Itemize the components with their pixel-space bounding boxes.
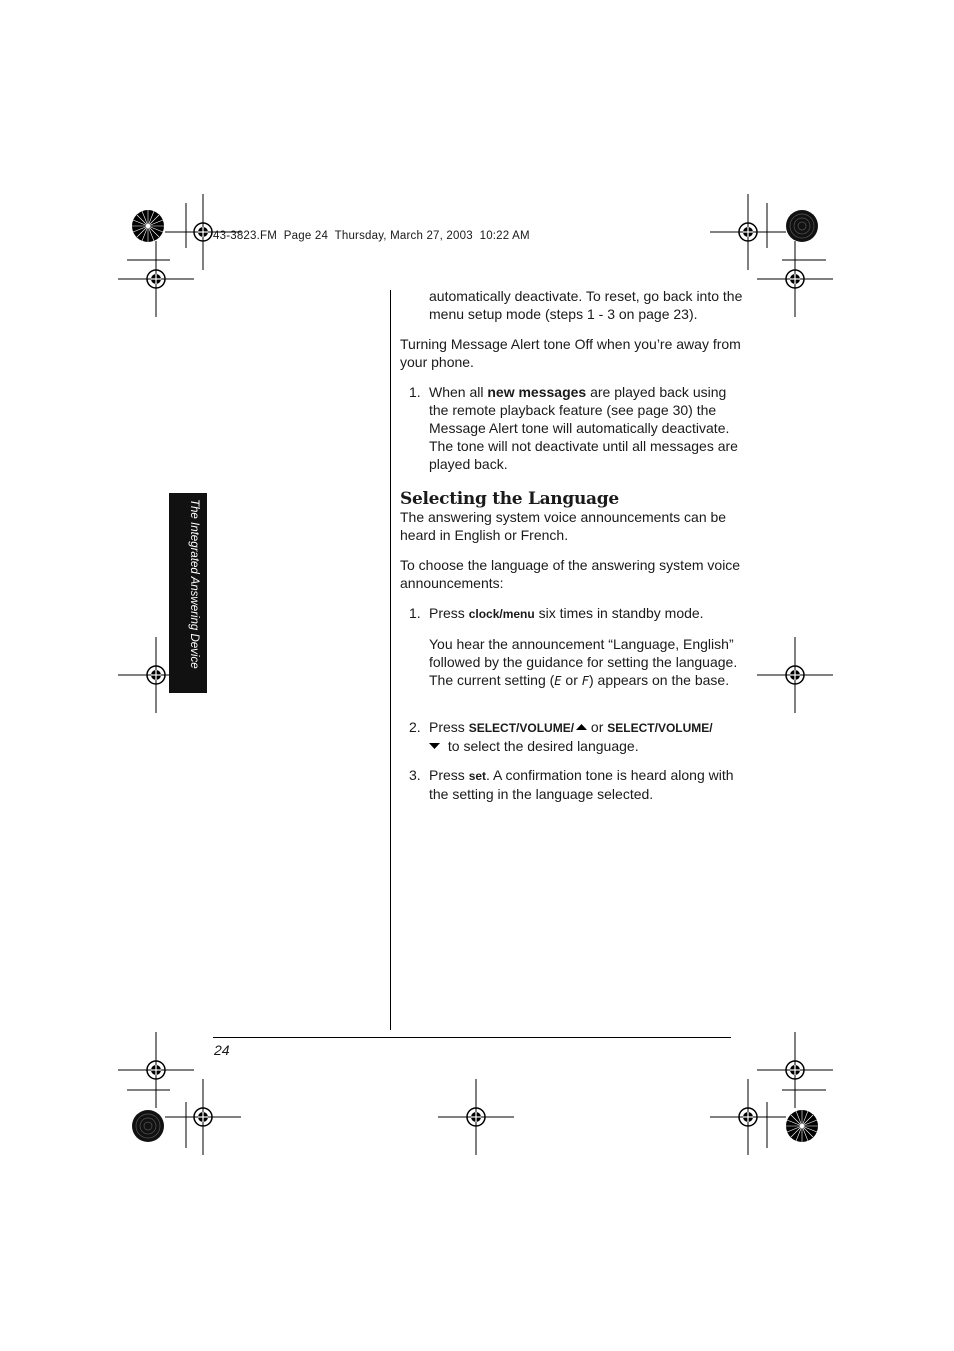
alert-off-paragraph	[400, 335, 745, 371]
lang-step-2	[400, 718, 745, 755]
step-text-pre: Press	[429, 605, 469, 621]
detail-mid: or	[561, 672, 582, 688]
choose-text: To choose the language of the answering system voice announcements:	[400, 557, 741, 591]
page-number: 24	[214, 1042, 230, 1058]
step-number: 3.	[409, 767, 421, 783]
footer-rule	[213, 1037, 731, 1038]
up-arrow-icon	[576, 723, 587, 731]
step-text-post: to select the desired language.	[444, 738, 639, 754]
language-intro-paragraph	[400, 508, 745, 544]
continued-paragraph	[429, 287, 745, 323]
detail-pre: You hear the announcement “Language, English” followed by the guidance for setting the language. The current setting (	[429, 636, 738, 688]
select-volume-key: SELECT/VOLUME/	[468, 721, 575, 735]
new-messages-term: new messages	[487, 384, 587, 400]
choose-paragraph	[400, 556, 745, 592]
select-volume-key: SELECT/VOLUME/	[607, 721, 713, 735]
section-heading: Selecting the Language	[400, 489, 619, 509]
step-text	[429, 766, 745, 803]
print-slug: 43-3823.FM Page 24 Thursday, March 27, 2003 10:22 AM	[213, 230, 530, 242]
side-tab-label: The Integrated Answering Device	[188, 499, 200, 669]
step-number: 1.	[409, 384, 421, 400]
step-text	[429, 383, 745, 473]
step-text-pre: When all	[429, 384, 488, 400]
step-text-post: six times in standby mode.	[534, 605, 704, 621]
step-number: 2.	[409, 719, 421, 735]
lang-step-3	[400, 766, 745, 803]
clock-menu-key: clock/menu	[468, 607, 535, 621]
step-text	[429, 718, 745, 755]
step-text-post: are played back using the remote playback feature (see page 30) the Message Alert tone will automatically deactivate. The tone will not deactivate until all messages are played back.	[429, 384, 738, 472]
step-text-mid: or	[587, 719, 608, 735]
alert-step-1	[400, 383, 745, 473]
side-tab	[169, 493, 207, 693]
lcd-f-symbol: F	[581, 674, 589, 688]
down-arrow-icon	[429, 742, 440, 750]
step-number: 1.	[409, 605, 421, 621]
lang-step-1	[400, 604, 745, 623]
lcd-e-symbol: E	[554, 674, 562, 688]
step-text-pre: Press	[429, 767, 469, 783]
step-text-pre: Press	[429, 719, 469, 735]
column-divider	[390, 290, 391, 1030]
step-text	[429, 604, 745, 623]
language-intro-text: The answering system voice announcements can be heard in English or French.	[400, 509, 727, 543]
alert-off-text: Turning Message Alert tone Off when you’re away from your phone.	[400, 336, 741, 370]
step-detail-text	[429, 635, 745, 690]
detail-post: ) appears on the base.	[588, 672, 730, 688]
step-text-post: . A confirmation tone is heard along with the setting in the language selected.	[429, 767, 734, 802]
lang-step-1-detail	[400, 635, 745, 690]
set-key: set	[468, 769, 487, 783]
continued-text: automatically deactivate. To reset, go back into the menu setup mode (steps 1 - 3 on page 23).	[429, 288, 743, 322]
